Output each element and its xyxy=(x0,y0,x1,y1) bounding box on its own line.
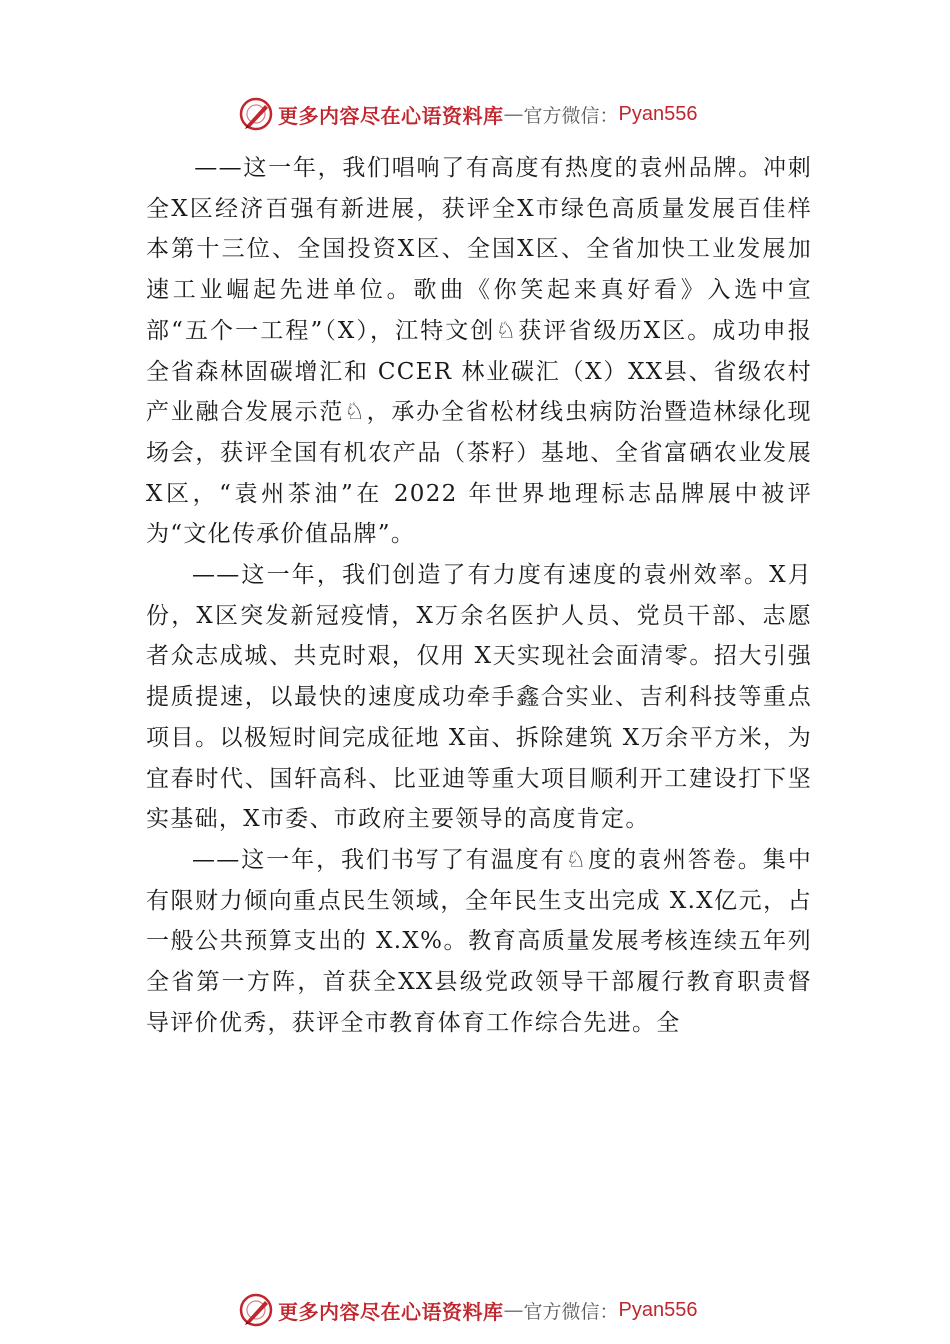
paragraph-3: ——这一年，我们书写了有温度有♘度的袁州答卷。集中有限财力倾向重点民生领域，全年民生支出完成 X.X亿元，占一般公共预算支出的 X.X%。教育高质量发展考核连续五年列全省第一方阵，首获全XX县级党政领导干部履行教育职责督导评价优秀，获评全市教育体育工作综合先进。全 xyxy=(146,846,812,1036)
document-body xyxy=(146,148,812,1043)
pen-logo-icon xyxy=(238,96,274,132)
banner-wechat-id: Pyan556 xyxy=(618,1298,698,1321)
banner-main-text: 更多内容尽在心语资料库 xyxy=(278,1299,504,1324)
banner-main-text: 更多内容尽在心语资料库 xyxy=(278,103,504,128)
footer-watermark xyxy=(238,1290,697,1330)
banner-wechat-id: Pyan556 xyxy=(618,102,698,125)
banner-dash: — xyxy=(503,102,524,126)
pen-logo-icon xyxy=(238,1292,274,1328)
banner-label: 官方微信： xyxy=(523,1300,619,1323)
banner-label: 官方微信： xyxy=(523,104,619,127)
paragraph-1: ——这一年，我们唱响了有高度有热度的袁州品牌。冲刺全X区经济百强有新进展，获评全X市绿色高质量发展百佳样本第十三位、全国投资X区、全国X区、全省加快工业发展加速工业崛起先进单位。歌曲《你笑起来真好看》入选中宣部“五个一工程”（X），江特文创♘获评省级历X区。成功申报全省森林固碳增汇和 CCER 林业碳汇（X）XX县、省级农村产业融合发展示范♘，承办全省松材线虫病防治暨造林绿化现场会，获评全国有机农产品（茶籽）基地、全省富硒农业发展X区，“袁州茶油”在 2022 年世界地理标志品牌展中被评为“文化传承价值品牌”。 xyxy=(146,155,812,548)
paragraph-2: ——这一年，我们创造了有力度有速度的袁州效率。X月份，X区突发新冠疫情，X万余名医护人员、党员干部、志愿者众志成城、共克时艰，仅用 X天实现社会面清零。招大引强提质提速，以最快的速度成功牵手鑫合实业、吉利科技等重点项目。以极短时间完成征地 X亩、拆除建筑 X万余平方米，为宜春时代、国轩高科、比亚迪等重大项目顺利开工建设打下坚实基础，X市委、市政府主要领导的高度肯定。 xyxy=(146,562,812,833)
banner-dash: — xyxy=(503,1298,524,1322)
header-watermark xyxy=(238,94,697,134)
